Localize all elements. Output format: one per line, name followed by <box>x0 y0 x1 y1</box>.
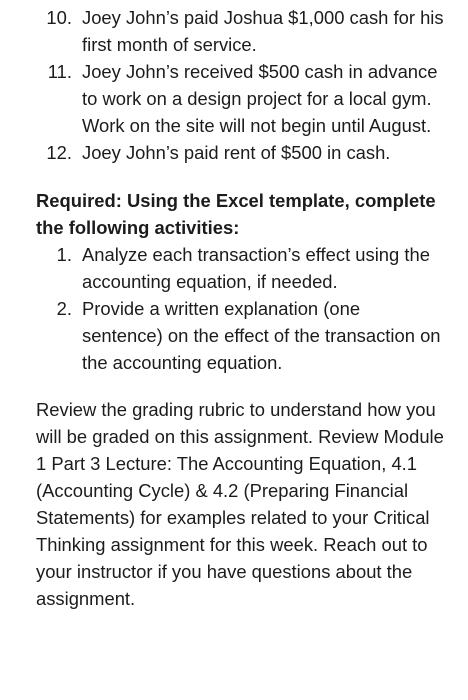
review-paragraph: Review the grading rubric to understand how you will be graded on this assignment. Review Module 1 Part 3 Lecture: The Accounting Equation, 4.1 (Accounting Cycle) & 4.2 (Preparing Financial Statements) for examples related to your Critical Thinking assignment for this week. Reach out to your instructor if you have questions about the assignment. <box>36 399 444 609</box>
list-item <box>0 295 468 376</box>
list-item-number: 11. <box>47 61 72 82</box>
list-item-text: Joey John’s paid Joshua $1,000 cash for his first month of service. <box>82 7 444 55</box>
list-item-number: 10. <box>46 7 72 28</box>
list-item-number: 12. <box>46 142 72 163</box>
list-item-number: 1. <box>56 244 72 265</box>
list-item <box>0 4 468 58</box>
list-item <box>0 139 468 166</box>
required-list <box>0 241 468 376</box>
list-item-text: Joey John’s paid rent of $500 in cash. <box>82 142 391 163</box>
list-item <box>0 58 468 139</box>
list-item-text: Analyze each transaction’s effect using the accounting equation, if needed. <box>82 244 430 292</box>
list-item-text: Joey John’s received $500 cash in advance to work on a design project for a local gym. Work on the site will not begin until August. <box>82 61 438 136</box>
list-item <box>0 241 468 295</box>
required-heading: Required: Using the Excel template, complete the following activities: <box>36 190 436 238</box>
list-item-text: Provide a written explanation (one sentence) on the effect of the transaction on the accounting equation. <box>82 298 441 373</box>
list-item-number: 2. <box>56 298 72 319</box>
transactions-list <box>0 4 468 166</box>
